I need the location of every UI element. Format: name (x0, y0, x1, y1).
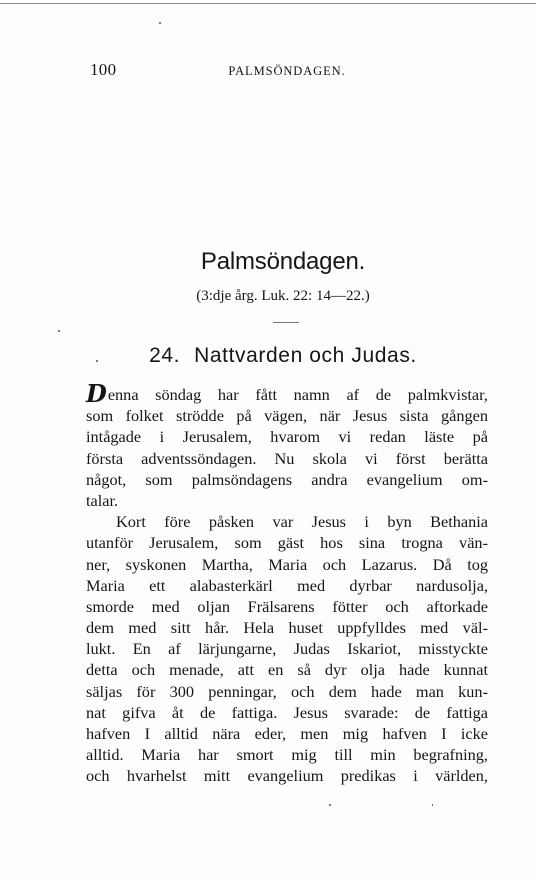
chapter-title: Palmsöndagen. (200, 248, 366, 275)
text-line: utanför Jerusalem, som gäst hos sina trogna vän- (86, 533, 488, 553)
text-line: ner, syskonen Martha, Maria och Lazarus. Då tog (86, 554, 488, 574)
text-line: dem med sitt hår. Hela huset uppfylldes med väl- (86, 618, 488, 638)
text-line: smorde med oljan Frälsarens fötter och aftorkade (86, 596, 488, 616)
text-line: lukt. En af lärjungarne, Judas Iskariot, misstyckte (86, 639, 488, 659)
decorative-initial: D (86, 379, 107, 408)
text-line: hafven I alltid nära eder, men mig hafven I icke (86, 724, 488, 743)
text-line: och hvarhelst mitt evangelium predikas i världen, (86, 766, 488, 786)
text-line: säljas för 300 penningar, och dem hade man kun- (86, 681, 488, 701)
text-line: alltid. Maria har smort mig till min begrafning, (86, 745, 488, 765)
text-line: Maria ett alabasterkärl med dyrbar nardusolja, (86, 575, 488, 595)
section-divider (273, 322, 299, 323)
paper-speck (96, 360, 98, 362)
paper-speck (329, 804, 331, 806)
text-line: Kort före påsken var Jesus i byn Bethania (116, 512, 488, 532)
text-line: nat gifva åt de fattiga. Jesus svarade: de fattiga (86, 702, 488, 722)
section-heading (0, 344, 536, 368)
scripture-reference: (3:dje årg. Luk. 22: 14—22.) (196, 288, 370, 304)
text-line: första adventssöndagen. Nu skola vi först berätta (86, 448, 488, 468)
section-number: 24. (149, 344, 181, 367)
page-top-edge-rule (0, 3, 536, 4)
text-line: Denna söndag har fått namn af de palmkvistar, (86, 379, 488, 408)
body-text (86, 379, 488, 787)
section-title: Nattvarden och Judas. (194, 344, 417, 367)
page-number: 100 (90, 60, 117, 79)
text-line: talar. (86, 490, 119, 510)
text-line: intågade i Jerusalem, hvarom vi redan läste på (86, 427, 488, 447)
text-line: detta och menade, att en så dyr olja hade kunnat (86, 660, 488, 680)
paper-speck (159, 22, 161, 24)
text-line: som folket strödde på vägen, när Jesus sista gången (86, 406, 488, 426)
running-head: PALMSÖNDAGEN. (228, 64, 346, 78)
text-line: något, som palmsöndagens andra evangelium om- (86, 469, 488, 489)
paper-speck (432, 804, 433, 806)
paper-speck (58, 330, 60, 332)
